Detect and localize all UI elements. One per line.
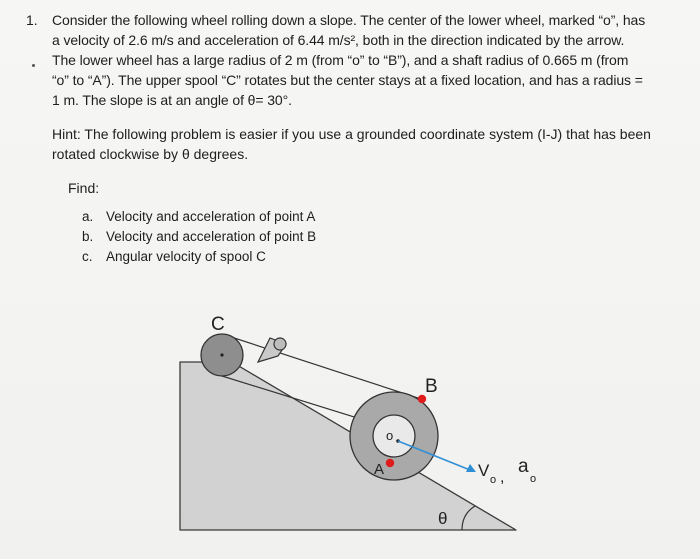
- bracket-pin-icon: [274, 338, 286, 350]
- task-item-b: [82, 227, 316, 247]
- problem-line: 1 m. The slope is at an angle of θ= 30°.: [52, 92, 292, 108]
- point-a: [386, 459, 394, 467]
- label-theta: θ: [438, 509, 448, 528]
- problem-text: [52, 10, 676, 110]
- problem-line: Consider the following wheel rolling down a slope. The center of the lower wheel, marked “o”, has: [52, 12, 646, 28]
- task-item-c: [82, 247, 316, 267]
- task-letter: a.: [82, 209, 94, 224]
- label-a-accel: a: [518, 456, 529, 477]
- label-comma: ,: [500, 469, 505, 486]
- velocity-arrow-icon: [466, 464, 476, 472]
- task-letter: b.: [82, 229, 94, 244]
- label-o: o: [386, 428, 394, 443]
- hint-line: rotated clockwise by θ degrees.: [52, 146, 249, 162]
- task-text: Velocity and acceleration of point B: [106, 229, 317, 244]
- task-text: Angular velocity of spool C: [106, 249, 266, 264]
- label-b: B: [425, 376, 438, 397]
- slope-diagram: [170, 300, 570, 540]
- problem-line: “o” to “A”). The upper spool “C” rotates but the center stays at a fixed location, and has a radius =: [52, 72, 643, 88]
- problem-line: The lower wheel has a large radius of 2 m (from “o” to “B”), and a shaft radius of 0.665 m (from: [52, 52, 629, 68]
- wheel-hub: [373, 415, 415, 457]
- label-a: A: [374, 461, 385, 478]
- hint-line: Hint: The following problem is easier if you use a grounded coordinate system (I-J) that has been: [52, 126, 651, 142]
- margin-dot: [32, 64, 35, 67]
- spool-c-center: [220, 353, 223, 356]
- problem-line: a velocity of 2.6 m/s and acceleration of 6.44 m/s², both in the direction indicated by the arrow.: [52, 32, 625, 48]
- problem-number: 1.: [26, 12, 38, 28]
- slope-block: [180, 362, 516, 530]
- label-v-sub: o: [490, 474, 497, 486]
- task-text: Velocity and acceleration of point A: [106, 209, 316, 224]
- task-item-a: [82, 207, 316, 227]
- label-c: C: [211, 314, 225, 335]
- label-v: V: [478, 461, 490, 480]
- label-a-sub: o: [530, 473, 537, 485]
- hint-text: [52, 124, 672, 164]
- find-label: Find:: [68, 180, 100, 196]
- task-letter: c.: [82, 249, 93, 264]
- task-list: [82, 207, 316, 267]
